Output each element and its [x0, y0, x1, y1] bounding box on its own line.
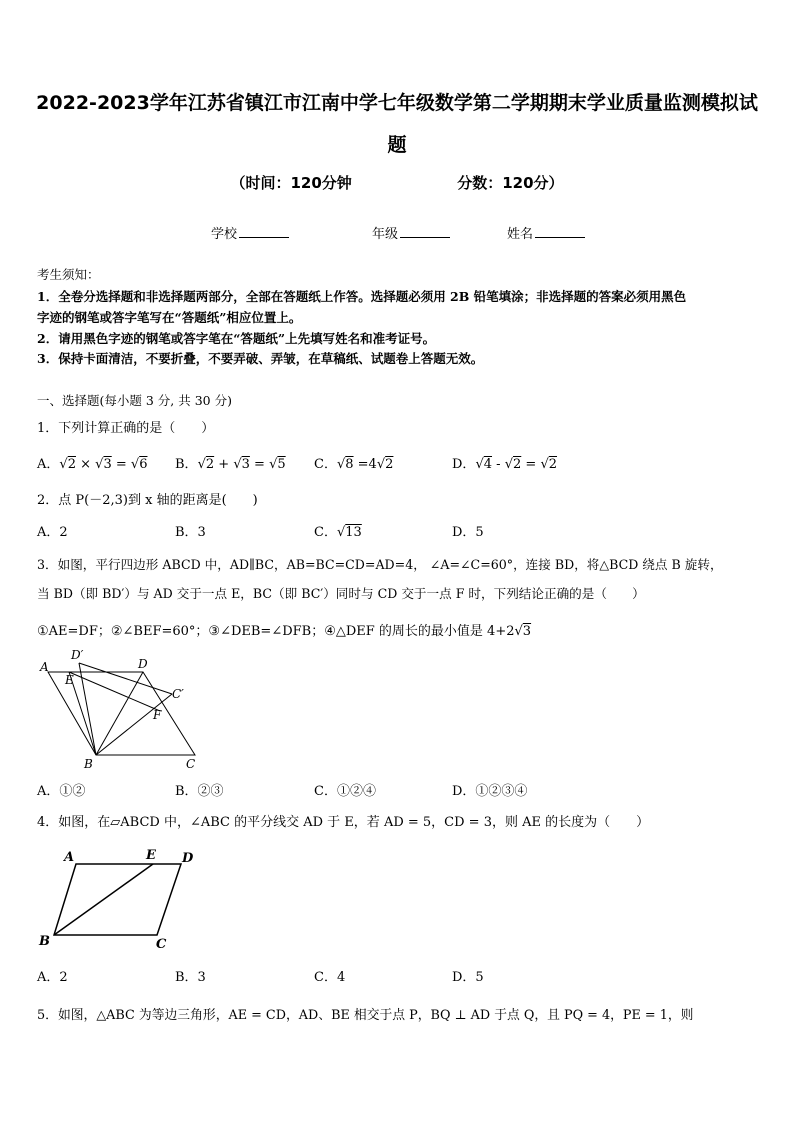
- q4-option-b[interactable]: B．3: [175, 970, 206, 985]
- q4-option-d[interactable]: D．5: [452, 970, 484, 985]
- q4-label-c: C: [156, 937, 167, 952]
- q4-label-b: B: [39, 934, 50, 949]
- q4-option-c[interactable]: C．4: [314, 970, 346, 985]
- q3-option-b[interactable]: B．②③: [175, 784, 224, 799]
- q3-label-f: F: [153, 708, 162, 722]
- q5-stem: 5．如图，△ABC 为等边三角形，AE = CD，AD、BE 相交于点 P，BQ ⊥ AD 于点 Q，且 PQ = 4，PE = 1，则: [37, 1008, 694, 1023]
- q4-stem: 4．如图，在▱ABCD 中，∠ABC 的平分线交 AD 于 E，若 AD = 5，CD = 3，则 AE 的长度为（ ）: [37, 815, 650, 830]
- grade-field[interactable]: 年级: [372, 223, 450, 242]
- q1-option-d[interactable]: D．√4 - √2 = √2: [452, 457, 558, 472]
- exam-time: （时间：120分钟: [230, 174, 352, 192]
- q2-option-a[interactable]: A．2: [37, 525, 68, 540]
- q3-option-d[interactable]: D．①②③④: [452, 784, 528, 799]
- notice-line-2: 字迹的钢笔或答字笔写在“答题纸”相应位置上。: [37, 310, 302, 325]
- q2-option-d[interactable]: D．5: [452, 525, 484, 540]
- q4-option-a[interactable]: A．2: [37, 970, 68, 985]
- exam-time-score: [0, 172, 794, 193]
- q4-label-d: D: [182, 851, 194, 866]
- q3-stem-line3: ①AE=DF；②∠BEF=60°；③∠DEB=∠DFB；④△DEF 的周长的最小值是 4+2√3: [37, 624, 532, 639]
- q3-label-d: D: [138, 657, 148, 671]
- q3-label-b: B: [84, 757, 93, 771]
- q3-option-c[interactable]: C．①②④: [314, 784, 376, 799]
- section-1-heading: 一、选择题(每小题 3 分, 共 30 分): [37, 393, 232, 408]
- q2-option-b[interactable]: B．3: [175, 525, 206, 540]
- q2-option-c[interactable]: C．√13: [314, 525, 362, 540]
- q1-option-a[interactable]: A．√2 × √3 = √6: [37, 457, 148, 472]
- q3-option-a[interactable]: A．①②: [37, 784, 86, 799]
- name-field[interactable]: 姓名: [507, 223, 585, 242]
- q3-stem-line1: 3．如图，平行四边形 ABCD 中，AD∥BC，AB=BC=CD=AD=4， ∠A=∠C=60°，连接 BD，将△BCD 绕点 B 旋转，: [37, 557, 723, 572]
- notice-heading: 考生须知：: [37, 267, 100, 282]
- q3-label-e: E: [65, 673, 74, 687]
- q3-label-c: C: [186, 757, 196, 771]
- school-field[interactable]: 学校: [211, 223, 289, 242]
- notice-line-4: 3．保持卡面清洁，不要折叠，不要弄破、弄皱，在草稿纸、试题卷上答题无效。: [37, 351, 484, 366]
- exam-title-line1: 2022-2023学年江苏省镇江市江南中学七年级数学第二学期期末学业质量监测模拟试: [36, 92, 758, 114]
- q3-label-d-prime: D′: [71, 648, 84, 662]
- q1-option-c[interactable]: C．√8 =4√2: [314, 457, 394, 472]
- q4-label-a: A: [64, 850, 75, 865]
- q4-label-e: E: [146, 848, 156, 863]
- q3-figure: [36, 644, 212, 772]
- q4-figure: [36, 844, 206, 954]
- q2-stem: 2．点 P(－2,3)到 x 轴的距离是( ): [37, 493, 258, 508]
- notice-line-3: 2．请用黑色字迹的钢笔或答字笔在“答题纸”上先填写姓名和准考证号。: [37, 331, 436, 346]
- exam-title-line2: 题: [387, 134, 407, 156]
- notice-line-1: 1．全卷分选择题和非选择题两部分，全部在答题纸上作答。选择题必须用 2B 铅笔填涂；非选择题的答案必须用黑色: [37, 289, 687, 304]
- q3-label-c-prime: C′: [172, 687, 184, 701]
- q1-stem: 1．下列计算正确的是（ ）: [37, 421, 215, 436]
- q1-option-b[interactable]: B．√2 + √3 = √5: [175, 457, 286, 472]
- exam-score: 分数：120分）: [457, 174, 564, 192]
- q3-label-a: A: [40, 660, 49, 674]
- q3-stem-line2: 当 BD（即 BD′）与 AD 交于一点 E，BC（即 BC′）同时与 CD 交于一点 F 时，下列结论正确的是（ ）: [37, 586, 645, 601]
- q4-parallelogram: [54, 864, 181, 935]
